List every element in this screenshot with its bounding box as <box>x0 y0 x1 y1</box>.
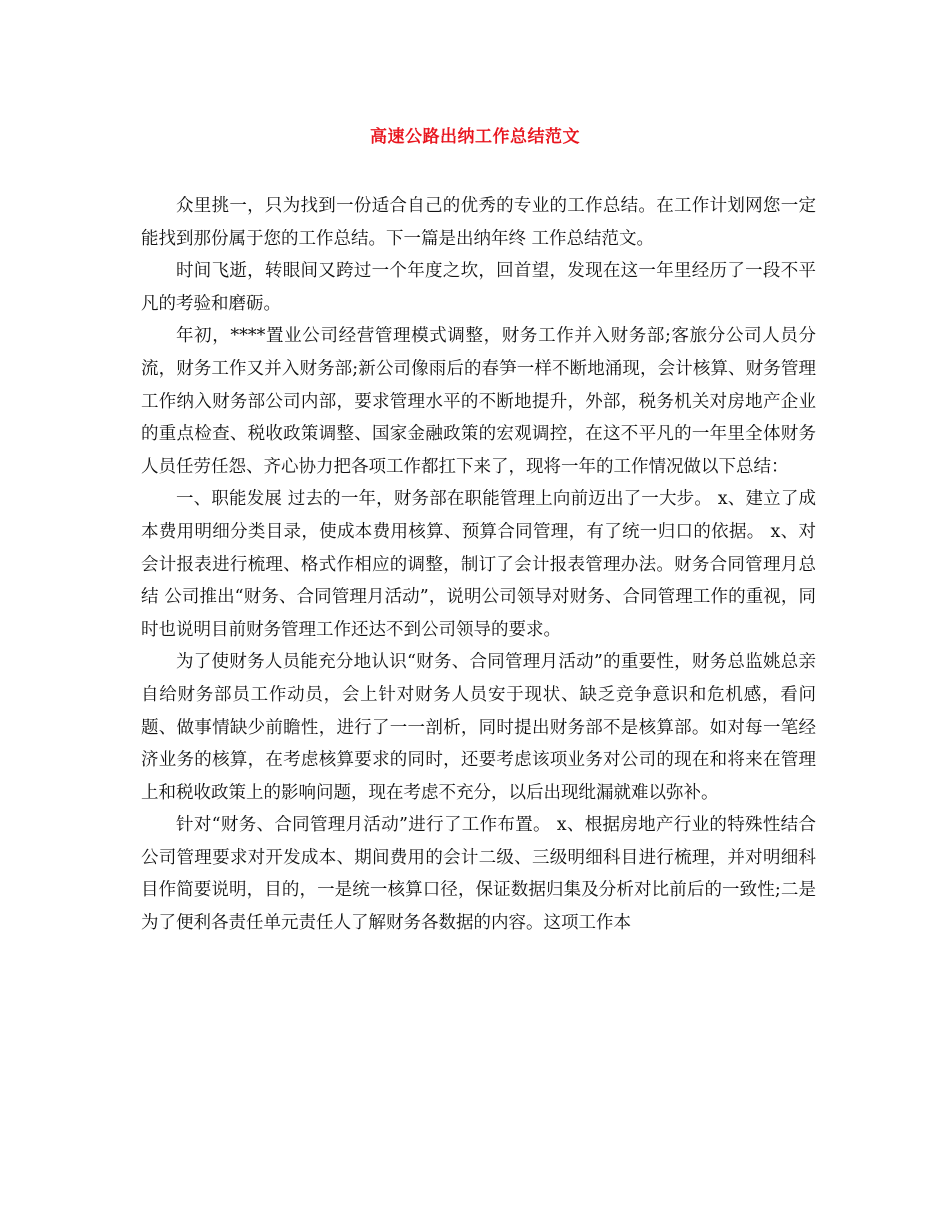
paragraph: 众里挑一，只为找到一份适合自己的优秀的专业的工作总结。在工作计划网您一定能找到那份属于您的工作总结。下一篇是出纳年终 工作总结范文。 <box>141 196 816 249</box>
document-title: 高速公路出纳工作总结范文 <box>370 127 580 147</box>
paragraph: 时间飞逝，转眼间又跨过一个年度之坎，回首望，发现在这一年里经历了一段不平凡的考验和磨砺。 <box>141 261 816 314</box>
paragraph: 为了使财务人员能充分地认识“财务、合同管理月活动”的重要性，财务总监姚总亲自给财务部员工作动员，会上针对财务人员安于现状、缺乏竞争意识和危机感，看问题、做事情缺少前瞻性，进行了一一剖析，同时提出财务部不是核算部。如对每一笔经济业务的核算，在考虑核算要求的同时，还要考虑该项业务对公司的现在和将来在管理上和税收政策上的影响问题，现在考虑不充分，以后出现纰漏就难以弥补。 <box>141 652 816 803</box>
paragraph: 针对“财务、合同管理月活动”进行了工作布置。 x、根据房地产行业的特殊性结合公司管理要求对开发成本、期间费用的会计二级、三级明细科目进行梳理，并对明细科目作简要说明，目的，一是统一核算口径，保证数据归集及分析对比前后的一致性;二是为了便利各责任单元责任人了解财务各数据的内容。这项工作本 <box>141 815 816 934</box>
document-body <box>141 190 816 940</box>
paragraph: 年初，****置业公司经营管理模式调整，财务工作并入财务部;客旅分公司人员分流，财务工作又并入财务部;新公司像雨后的春笋一样不断地涌现，会计核算、财务管理工作纳入财务部公司内部，要求管理水平的不断地提升，外部，税务机关对房地产企业的重点检查、税收政策调整、国家金融政策的宏观调控，在这不平凡的一年里全体财务人员任劳任怨、齐心协力把各项工作都扛下来了，现将一年的工作情况做以下总结： <box>141 326 816 477</box>
paragraph: 一、职能发展 过去的一年，财务部在职能管理上向前迈出了一大步。 x、建立了成本费用明细分类目录，使成本费用核算、预算合同管理，有了统一归口的依据。 x、对会计报表进行梳理、格式作相应的调整，制订了会计报表管理办法。财务合同管理月总结 公司推出“财务、合同管理月活动”，说明公司领导对财务、合同管理工作的重视，同时也说明目前财务管理工作还达不到公司领导的要求。 <box>141 489 816 640</box>
